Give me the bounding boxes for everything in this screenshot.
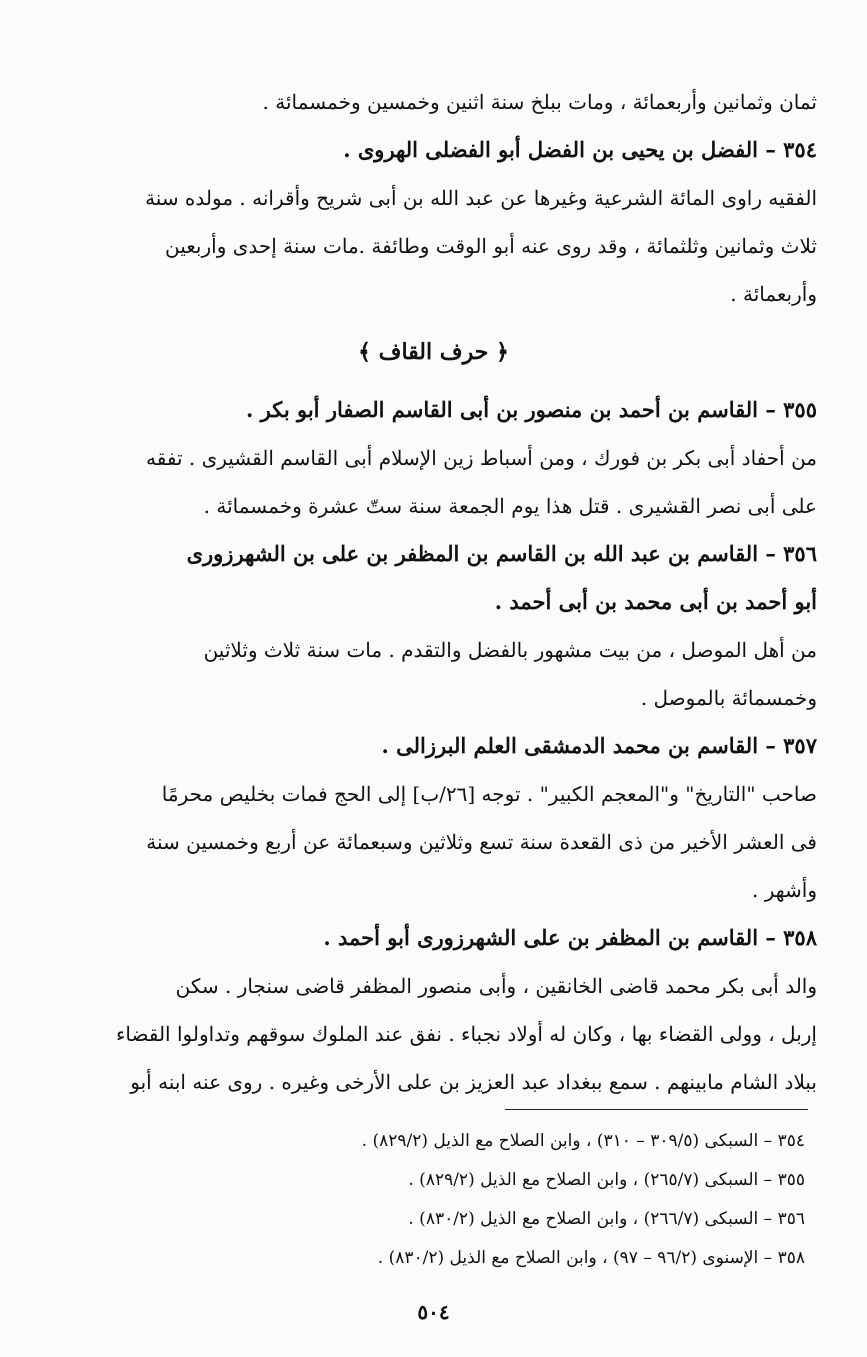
entry-355-line: على أبى نصر القشيرى . قتل هذا يوم الجمعة سنة ستّ عشرة وخمسمائة . [203,494,817,518]
entry-heading-356-cont: أبو أحمد بن أبى محمد بن أبى أحمد . [494,589,817,614]
entry-358-line: إربل ، وولى القضاء بها ، وكان له أولاد نجباء . نفق عند الملوك سوقهم وتداولوا القضاء [116,1022,817,1046]
entry-357-line: وأشهر . [752,878,817,902]
entry-357-line: فى العشر الأخير من ذى القعدة سنة تسع وثلاثين وسبعمائة عن أربع وخمسين سنة [146,830,817,854]
entry-354-line: الفقيه راوى المائة الشرعية وغيرها عن عبد الله بن أبى شريح وأقرانه . مولده سنة [145,186,817,210]
footnote-divider [505,1109,808,1110]
entry-354-line: ثلاث وثمانين وثلثمائة ، وقد روى عنه أبو الوقت وطائفة .مات سنة إحدى وأربعين [165,234,817,258]
footnote: ٣٥٦ – السبكى (٢٦٦/٧) ، وابن الصلاح مع الذيل (٨٣٠/٢) . [408,1209,805,1229]
footnotes [40,1122,805,1278]
page-number: ٥٠٤ [417,1300,450,1324]
entry-heading-357: ٣٥٧ – القاسم بن محمد الدمشقى العلم البرزالى . [381,733,817,758]
entry-heading-356: ٣٥٦ – القاسم بن عبد الله بن القاسم بن المظفر بن على بن الشهرزورى [186,541,817,566]
entry-heading-355: ٣٥٥ – القاسم بن أحمد بن منصور بن أبى القاسم الصفار أبو بكر . [246,397,817,422]
continuation-line: ثمان وثمانين وأربعمائة ، ومات ببلخ سنة اثنين وخمسين وخمسمائة . [262,90,817,114]
entry-354-line: وأربعمائة . [730,282,817,306]
main-text [50,78,817,1106]
entry-355-line: من أحفاد أبى بكر بن فورك ، ومن أسباط زين الإسلام أبى القاسم القشيرى . تفقه [145,446,817,470]
entry-heading-354: ٣٥٤ – الفضل بن يحيى بن الفضل أبو الفضلى الهروى . [343,137,817,162]
entry-358-line: والد أبى بكر محمد قاضى الخانقين ، وأبى منصور المظفر قاضى سنجار . سكن [175,974,817,998]
footnote: ٣٥٨ – الإسنوى (٩٦/٢ – ٩٧) ، وابن الصلاح مع الذيل (٨٣٠/٢) . [377,1248,805,1268]
footnote: ٣٥٥ – السبكى (٢٦٥/٧) ، وابن الصلاح مع الذيل (٨٢٩/٢) . [408,1170,805,1190]
section-title-qaf: ﴿ حرف القاف ﴾ [358,339,509,365]
footnote: ٣٥٤ – السبكى (٣٠٩/٥ – ٣١٠) ، وابن الصلاح مع الذيل (٨٢٩/٢) . [361,1131,805,1151]
entry-356-line: وخمسمائة بالموصل . [640,686,817,710]
entry-357-line: صاحب "التاريخ" و"المعجم الكبير" . توجه [٢٦/ب] إلى الحج فمات بخليص محرمًا [161,782,817,806]
entry-356-line: من أهل الموصل ، من بيت مشهور بالفضل والتقدم . مات سنة ثلاث وثلاثين [203,638,817,662]
entry-358-line: ببلاد الشام مابينهم . سمع ببغداد عبد العزيز بن على الأرخى وغيره . روى عنه ابنه أبو [130,1070,817,1094]
entry-heading-358: ٣٥٨ – القاسم بن المظفر بن على الشهرزورى أبو أحمد . [323,925,817,950]
